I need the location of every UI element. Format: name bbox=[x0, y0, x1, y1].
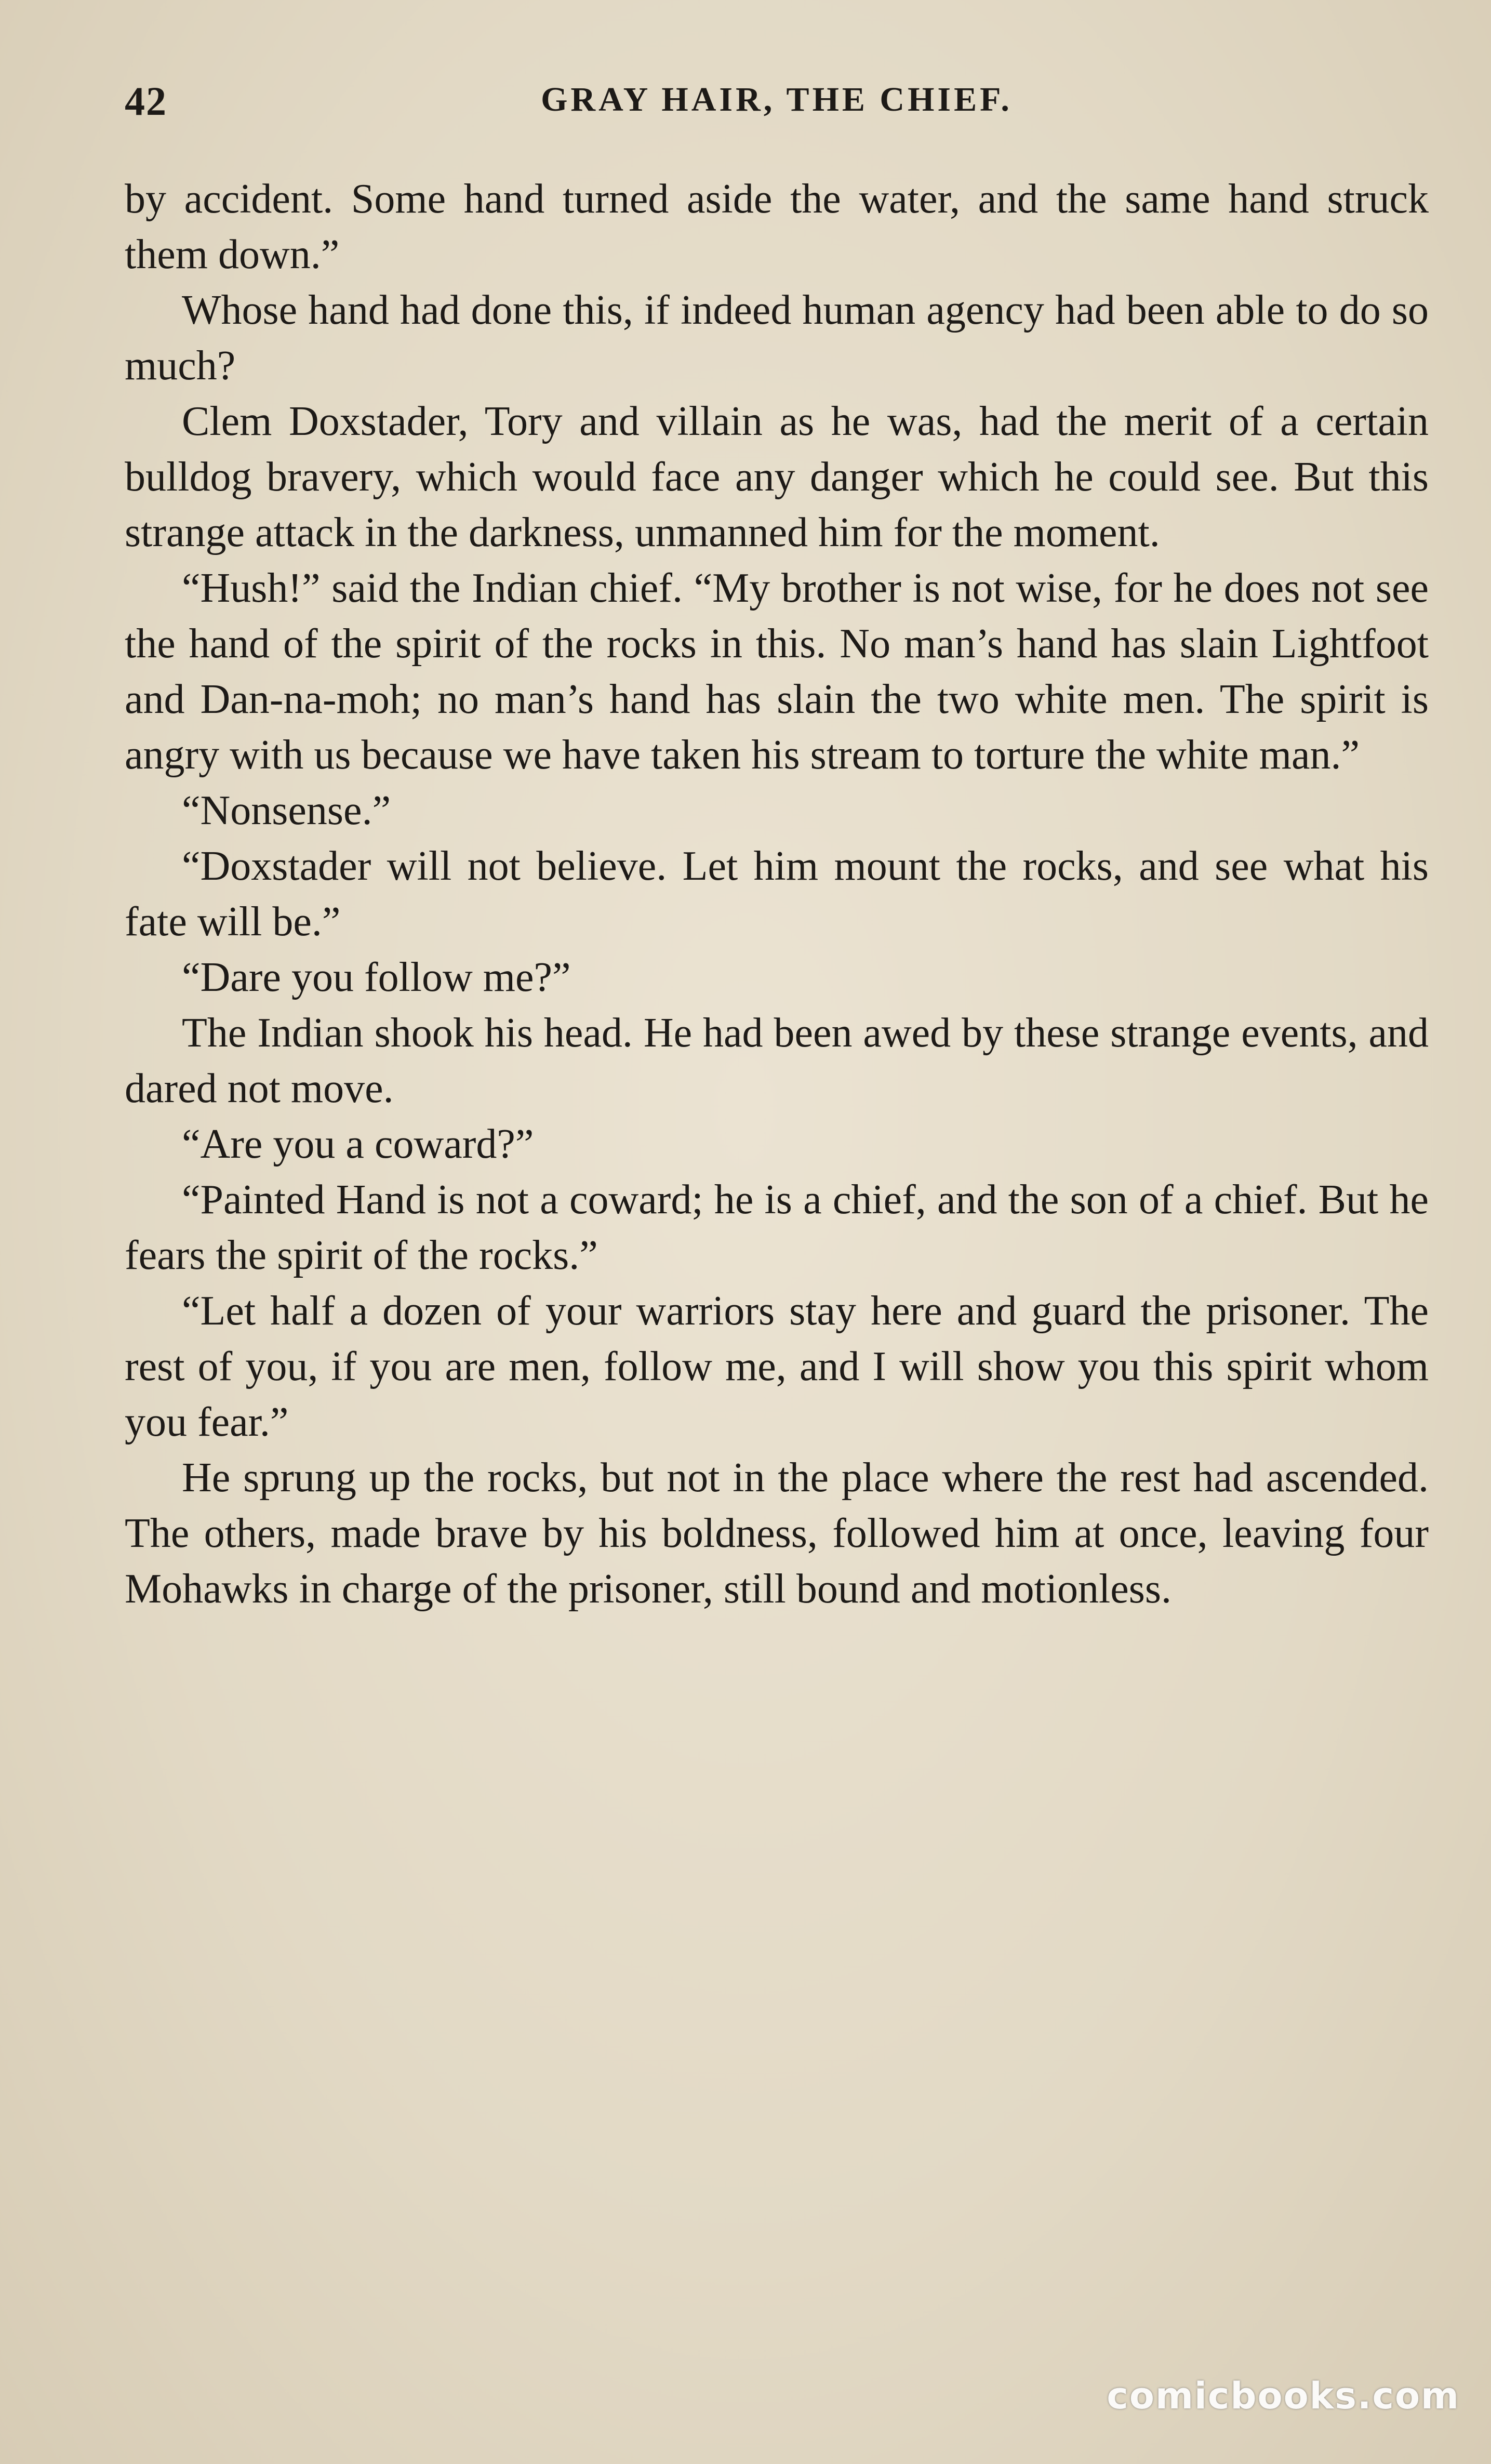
paragraph: He sprung up the rocks, but not in the place where the rest had ascended. The others, made brave by his boldness, followed him at once, leaving four Mohawks in charge of the prisoner, still bound and motionless. bbox=[125, 1455, 1429, 1612]
paragraph: “Are you a coward?” bbox=[182, 1121, 534, 1167]
paragraph: “Dare you follow me?” bbox=[182, 955, 571, 1000]
body-text bbox=[125, 171, 1429, 1617]
paragraph: “Painted Hand is not a coward; he is a chief, and the son of a chief. But he fears the spirit of the rocks.” bbox=[125, 1177, 1429, 1278]
paragraph: “Nonsense.” bbox=[182, 788, 391, 833]
paragraph: The Indian shook his head. He had been awed by these strange events, and dared not move. bbox=[125, 1010, 1429, 1111]
paragraph: Clem Doxstader, Tory and villain as he was, had the merit of a certain bulldog bravery, which would face any danger which he could see. But this strange attack in the darkness, unmanned him for the moment. bbox=[125, 399, 1429, 555]
paragraph: Whose hand had done this, if indeed human agency had been able to do so much? bbox=[125, 287, 1429, 389]
paragraph: by accident. Some hand turned aside the water, and the same hand struck them down.” bbox=[125, 176, 1429, 277]
page-number: 42 bbox=[125, 78, 167, 124]
page-header bbox=[125, 73, 1429, 130]
site-watermark: comicbooks.com bbox=[1107, 2375, 1460, 2417]
paragraph: “Let half a dozen of your warriors stay here and guard the prisoner. The rest of you, if you are men, follow me, and I will show you this spirit whom you fear.” bbox=[125, 1288, 1429, 1445]
running-head: GRAY HAIR, THE CHIEF. bbox=[541, 81, 1013, 118]
paragraph: “Hush!” said the Indian chief. “My brother is not wise, for he does not see the hand of the spirit of the rocks in this. No man’s hand has slain Lightfoot and Dan-na-moh; no man’s hand has slain the two white men. The spirit is angry with us because we have taken his stream to torture the white man.” bbox=[125, 565, 1429, 778]
paragraph: “Doxstader will not believe. Let him mount the rocks, and see what his fate will be.” bbox=[125, 843, 1429, 945]
